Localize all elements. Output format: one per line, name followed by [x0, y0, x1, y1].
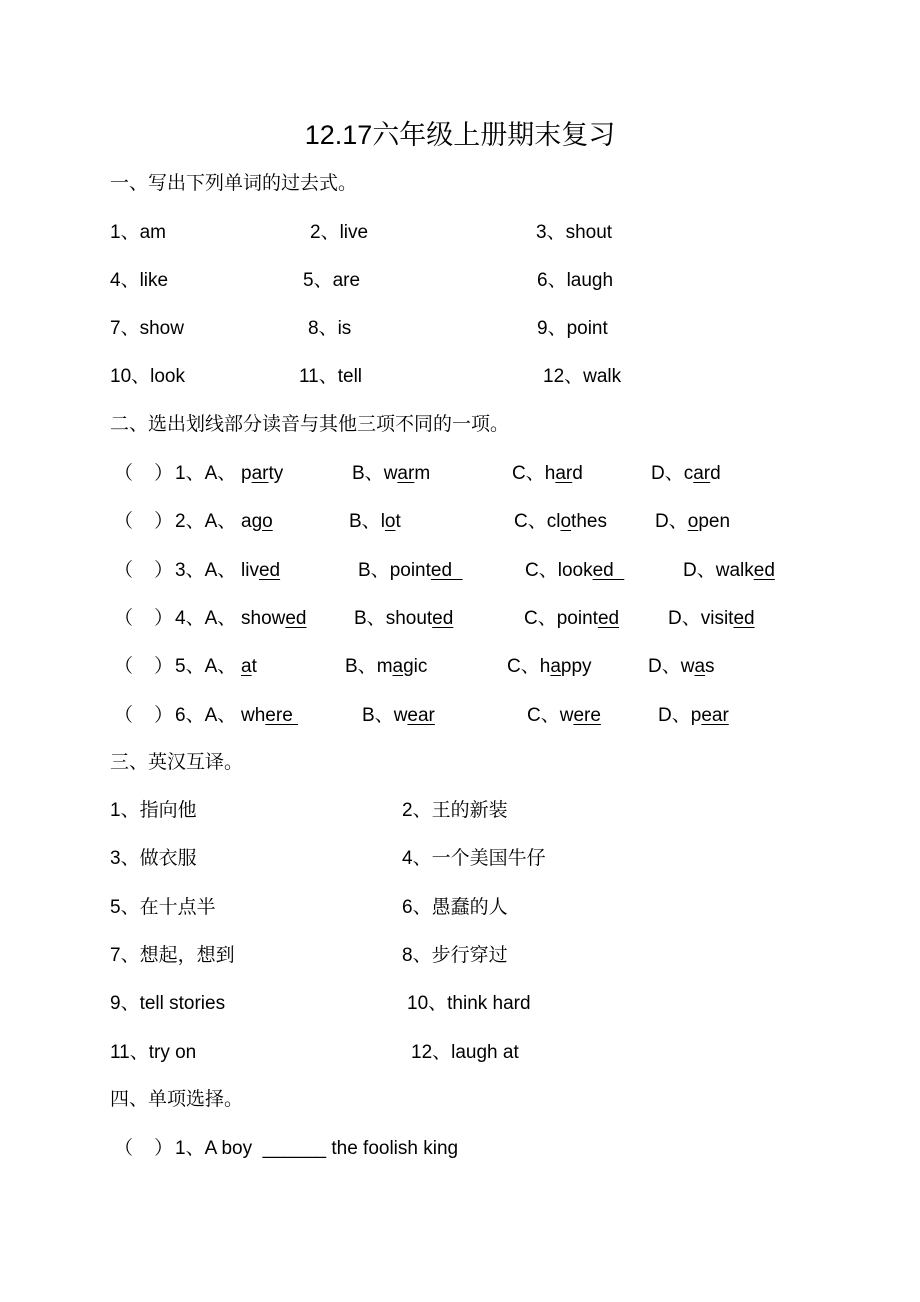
option-C — [527, 704, 601, 728]
answer-paren: （ ） — [114, 511, 174, 533]
option-label: C、 — [514, 511, 547, 533]
option-B — [349, 510, 401, 534]
translation-item: 9、tell stories — [110, 993, 226, 1015]
word-part: walk — [715, 559, 754, 581]
past-tense-item: 6、laugh — [537, 270, 614, 291]
past-tense-item: 9、point — [537, 318, 608, 339]
underlined-part: ed — [258, 559, 281, 581]
word-part: w — [393, 704, 408, 726]
word-part: w — [680, 656, 695, 678]
option-D — [668, 607, 755, 631]
option-label: C、 — [507, 656, 540, 678]
option-B — [354, 607, 453, 631]
section2-heading: 二、选出划线部分读音与其他三项不同的一项。 — [110, 414, 510, 435]
q4-1 — [175, 1137, 458, 1161]
word-part: l — [380, 511, 385, 533]
option-A — [241, 704, 298, 728]
past-tense-item: 2、live — [310, 222, 369, 243]
word-part: gic — [403, 656, 428, 678]
section3-heading: 三、英汉互译。 — [110, 752, 244, 773]
answer-paren: （ ） — [114, 656, 174, 678]
question-number: 4、A、 — [175, 607, 237, 629]
word-part: h — [539, 656, 551, 678]
underlined-part: ed — [592, 559, 625, 581]
answer-paren: （ ） — [114, 559, 174, 581]
option-D — [658, 704, 729, 728]
option-D — [683, 559, 775, 583]
option-label: D、 — [648, 656, 681, 678]
option-A — [241, 462, 283, 486]
option-A — [241, 607, 307, 631]
translation-item: 2、王的新装 — [402, 800, 508, 821]
underlined-part: ar — [693, 463, 711, 484]
word-part: ty — [268, 463, 284, 484]
past-tense-item: 8、is — [308, 318, 352, 339]
question-number: 3、A、 — [175, 559, 237, 581]
option-A — [241, 510, 273, 534]
option-C — [507, 655, 592, 679]
past-tense-item: 11、tell — [299, 366, 363, 387]
answer-paren: （ ） — [114, 704, 174, 726]
translation-item: 8、步行穿过 — [402, 944, 508, 966]
word-part: wh — [241, 704, 266, 726]
option-D — [651, 462, 721, 486]
option-B — [345, 655, 427, 679]
underlined-part: ed — [597, 607, 620, 629]
question-number: 2、A、 — [175, 511, 237, 533]
word-part: pen — [698, 511, 731, 533]
past-tense-item: 4、like — [110, 270, 169, 291]
option-A — [241, 655, 257, 679]
word-part: liv — [241, 559, 259, 581]
word-part: w — [559, 704, 574, 726]
option-C — [514, 510, 607, 534]
translation-item: 6、愚蠢的人 — [402, 896, 508, 918]
word-part: visit — [700, 607, 734, 629]
option-label: D、 — [651, 463, 684, 484]
underlined-part: a — [694, 656, 706, 678]
underlined-part: a — [550, 656, 561, 678]
word-part: h — [544, 463, 556, 484]
word-part: cl — [546, 511, 561, 533]
past-tense-item: 7、show — [110, 318, 184, 339]
q4-1-paren: （ ） — [114, 1138, 174, 1159]
section4-heading: 四、单项选择。 — [110, 1089, 244, 1110]
page-title: 12.17六年级上册期末复习 — [304, 120, 616, 150]
word-part: shout — [385, 607, 433, 629]
translation-item: 12、laugh at — [411, 1041, 519, 1063]
word-part: d — [710, 463, 721, 484]
translation-item: 1、指向他 — [110, 800, 197, 821]
answer-paren: （ ） — [114, 463, 174, 484]
word-part: thes — [571, 511, 607, 533]
word-part: look — [557, 559, 593, 581]
underlined-part: ere — [573, 704, 601, 726]
word-part: p — [241, 463, 252, 484]
past-tense-item: 5、are — [303, 270, 361, 291]
option-label: D、 — [655, 511, 688, 533]
past-tense-item: 1、am — [110, 222, 166, 243]
past-tense-item: 12、walk — [543, 366, 622, 387]
underlined-part: o — [560, 511, 572, 533]
option-label: D、 — [683, 559, 716, 581]
word-part: p — [690, 704, 702, 726]
translation-item: 7、想起，想到 — [110, 944, 235, 966]
underlined-part: ed — [753, 559, 775, 581]
underlined-part: o — [687, 511, 699, 533]
word-part: s — [705, 656, 715, 678]
translation-item: 10、think hard — [407, 993, 531, 1015]
option-label: B、 — [345, 656, 377, 678]
word-part: point — [389, 559, 431, 581]
option-D — [648, 655, 715, 679]
translation-item: 4、一个美国牛仔 — [402, 848, 546, 870]
option-C — [512, 462, 583, 486]
translation-item: 11、try on — [110, 1041, 197, 1063]
option-label: B、 — [354, 607, 386, 629]
word-part: ppy — [560, 656, 592, 678]
option-A — [241, 559, 280, 583]
underlined-part: ar — [397, 463, 415, 484]
underlined-part: ar — [251, 463, 269, 484]
option-label: C、 — [527, 704, 560, 726]
underlined-part: o — [262, 511, 273, 533]
question-number: 1、A、 — [175, 463, 237, 484]
answer-blank: ______ — [262, 1138, 327, 1159]
question-number: 5、A、 — [175, 656, 237, 678]
word-part: m — [376, 656, 393, 678]
option-label: C、 — [525, 559, 558, 581]
word-part: c — [683, 463, 694, 484]
word-part: ag — [241, 511, 263, 533]
option-label: B、 — [352, 463, 384, 484]
underlined-part: ar — [555, 463, 573, 484]
translation-item: 5、在十点半 — [110, 896, 216, 918]
past-tense-item: 10、look — [110, 366, 185, 387]
section1-heading: 一、写出下列单词的过去式。 — [110, 173, 358, 194]
underlined-part: ed — [432, 607, 454, 629]
option-B — [362, 704, 435, 728]
word-part: t — [251, 656, 257, 678]
option-C — [525, 559, 624, 583]
option-label: D、 — [658, 704, 691, 726]
option-C — [524, 607, 619, 631]
q4-1-suffix: the foolish king — [326, 1138, 459, 1159]
option-label: C、 — [512, 463, 545, 484]
word-part: show — [241, 607, 286, 629]
option-label: B、 — [362, 704, 394, 726]
word-part: m — [414, 463, 431, 484]
underlined-part: ed — [733, 607, 755, 629]
option-B — [358, 559, 463, 583]
option-label: B、 — [358, 559, 390, 581]
q4-1-prefix: 1、A boy — [175, 1138, 258, 1159]
underlined-part: a — [241, 656, 252, 678]
option-label: B、 — [349, 511, 381, 533]
answer-paren: （ ） — [114, 607, 174, 629]
word-part: d — [572, 463, 583, 484]
word-part: t — [395, 511, 401, 533]
option-B — [352, 462, 430, 486]
underlined-part: o — [384, 511, 396, 533]
underlined-part: ed — [285, 607, 307, 629]
underlined-part: ere — [265, 704, 299, 726]
underlined-part: ed — [430, 559, 463, 581]
question-number: 6、A、 — [175, 704, 237, 726]
past-tense-item: 3、shout — [536, 222, 613, 243]
option-label: C、 — [524, 607, 557, 629]
underlined-part: a — [392, 656, 404, 678]
translation-item: 3、做衣服 — [110, 848, 197, 870]
underlined-part: ear — [407, 704, 435, 726]
word-part: w — [383, 463, 398, 484]
word-part: point — [556, 607, 598, 629]
underlined-part: ear — [701, 704, 729, 726]
option-D — [655, 510, 730, 534]
option-label: D、 — [668, 607, 701, 629]
